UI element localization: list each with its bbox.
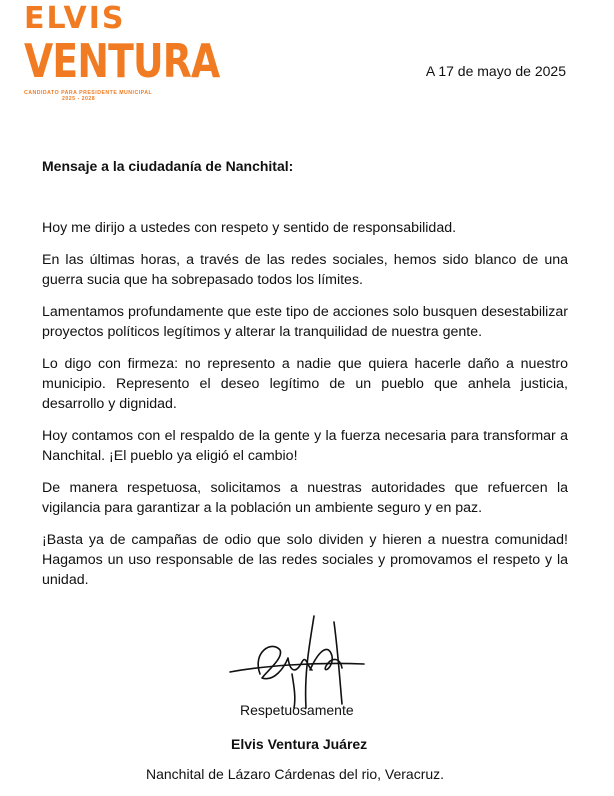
logo-subtitle: CANDIDATO PARA PRESIDENTE MUNICIPAL bbox=[24, 90, 153, 96]
logo-last-name: VENTURA bbox=[24, 34, 220, 88]
paragraph: Lamentamos profundamente que este tipo de acciones solo busquen desestabilizar proyectos políticos legítimos y alterar la tranquilidad de nuestra gente. bbox=[42, 304, 568, 340]
letter-date: A 17 de mayo de 2025 bbox=[425, 63, 566, 79]
paragraph: En las últimas horas, a través de las redes sociales, hemos sido blanco de una guerra sucia que ha sobrepasado todos los límites. bbox=[42, 252, 568, 288]
letter-body bbox=[42, 218, 568, 602]
signer-name: Elvis Ventura Juárez bbox=[231, 736, 368, 752]
closing-salutation: Respetuosamente bbox=[240, 702, 354, 718]
paragraph: ¡Basta ya de campañas de odio que solo dividen y hieren a nuestra comunidad! Hagamos un uso responsable de las redes sociales y promovamos el respeto y la unidad. bbox=[42, 532, 568, 588]
signer-location: Nanchital de Lázaro Cárdenas del rio, Veracruz. bbox=[146, 766, 445, 782]
campaign-logo bbox=[24, 1, 220, 102]
logo-first-name: ELVIS bbox=[24, 1, 126, 36]
paragraph: Lo digo con firmeza: no represento a nadie que quiera hacerle daño a nuestro municipio. Represento el deseo legítimo de un pueblo que anhela justicia, desarrollo y dignidad. bbox=[42, 356, 568, 412]
logo-years: 2025 - 2028 bbox=[62, 96, 96, 102]
letter-greeting: Mensaje a la ciudadanía de Nanchital: bbox=[42, 158, 294, 174]
paragraph: Hoy contamos con el respaldo de la gente y la fuerza necesaria para transformar a Nanchital. ¡El pueblo ya eligió el cambio! bbox=[42, 428, 568, 464]
paragraph: De manera respetuosa, solicitamos a nuestras autoridades que refuercen la vigilancia para garantizar a la población un ambiente seguro y en paz. bbox=[42, 480, 568, 516]
paragraph: Hoy me dirijo a ustedes con respeto y sentido de responsabilidad. bbox=[42, 220, 457, 236]
